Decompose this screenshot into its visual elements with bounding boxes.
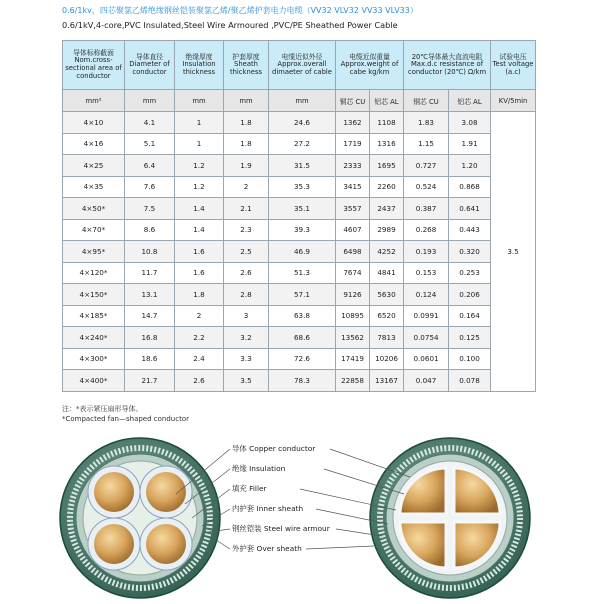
table-cell: 4×70* — [63, 219, 125, 241]
header-test-voltage: 试验电压 Test voltage (a.c) — [491, 41, 536, 90]
table-cell: 0.253 — [449, 262, 491, 284]
filler-right — [393, 461, 507, 575]
table-cell: 0.193 — [404, 241, 449, 263]
table-cell: 2437 — [370, 198, 404, 220]
table-cell: 4×300* — [63, 348, 125, 370]
table-cell: 3.08 — [449, 112, 491, 134]
table-row — [63, 241, 536, 263]
table-cell: 4×400* — [63, 370, 125, 392]
table-cell: 5630 — [370, 284, 404, 306]
table-cell: 0.206 — [449, 284, 491, 306]
unit-cell: 铝芯 AL — [449, 90, 491, 112]
table-cell: 1.8 — [224, 133, 269, 155]
table-cell: 0.164 — [449, 305, 491, 327]
unit-cell: mm — [125, 90, 175, 112]
table-cell: 21.7 — [125, 370, 175, 392]
header-resistance: 20℃导体最大直流电阻 Max.d.c resistance of conductor (20℃) Ω/km — [404, 41, 491, 90]
table-cell: 4×25 — [63, 155, 125, 177]
table-cell: 1695 — [370, 155, 404, 177]
table-cell: 1.15 — [404, 133, 449, 155]
table-cell: 1 — [175, 112, 224, 134]
table-cell: 3 — [224, 305, 269, 327]
table-cell: 2 — [175, 305, 224, 327]
table-cell: 0.727 — [404, 155, 449, 177]
table-cell: 68.6 — [269, 327, 336, 349]
table-cell: 4×35 — [63, 176, 125, 198]
table-cell: 1.91 — [449, 133, 491, 155]
table-cell: 0.0991 — [404, 305, 449, 327]
table-cell: 1.83 — [404, 112, 449, 134]
table-cell: 7.6 — [125, 176, 175, 198]
unit-cell: 铝芯 AL — [370, 90, 404, 112]
table-cell: 3415 — [336, 176, 370, 198]
table-cell: 4×240* — [63, 327, 125, 349]
table-cell: 2.2 — [175, 327, 224, 349]
table-cell: 72.6 — [269, 348, 336, 370]
table-cell: 1362 — [336, 112, 370, 134]
label-over-sheath: 外护套 Over sheath — [232, 544, 302, 553]
table-cell: 4×95* — [63, 241, 125, 263]
table-cell: 4×120* — [63, 262, 125, 284]
table-row — [63, 370, 536, 392]
table-cell: 10.8 — [125, 241, 175, 263]
table-cell: 17419 — [336, 348, 370, 370]
test-voltage-cell: 3.5 — [491, 112, 536, 392]
unit-cell: mm — [224, 90, 269, 112]
table-cell: 18.6 — [125, 348, 175, 370]
table-cell: 0.268 — [404, 219, 449, 241]
table-cell: 0.124 — [404, 284, 449, 306]
table-cell: 0.868 — [449, 176, 491, 198]
table-cell: 2 — [224, 176, 269, 198]
table-cell: 0.153 — [404, 262, 449, 284]
label-filler: 填充 Filler — [232, 484, 267, 493]
header-sheath-thickness: 护套厚度 Sheath thickness — [224, 41, 269, 90]
table-cell: 63.8 — [269, 305, 336, 327]
table-cell: 2.3 — [224, 219, 269, 241]
table-row — [63, 198, 536, 220]
table-cell: 4×50* — [63, 198, 125, 220]
header-overall-diameter: 电缆近似外径 Approx.overall dimaeter of cable — [269, 41, 336, 90]
table-cell: 7674 — [336, 262, 370, 284]
table-cell: 2989 — [370, 219, 404, 241]
table-cell: 10895 — [336, 305, 370, 327]
table-cell: 13.1 — [125, 284, 175, 306]
table-cell: 4607 — [336, 219, 370, 241]
table-cell: 78.3 — [269, 370, 336, 392]
spec-table — [62, 40, 536, 392]
footnote-chinese: 注：*表示紧压扇形导体。 — [62, 405, 143, 413]
unit-cell: KV/5min — [491, 90, 536, 112]
table-cell: 1.2 — [175, 155, 224, 177]
table-cell: 39.3 — [269, 219, 336, 241]
table-cell: 6.4 — [125, 155, 175, 177]
table-cell: 1.2 — [175, 176, 224, 198]
table-cell: 1316 — [370, 133, 404, 155]
table-cell: 2.8 — [224, 284, 269, 306]
table-cell: 6498 — [336, 241, 370, 263]
table-cell: 1719 — [336, 133, 370, 155]
table-cell: 0.0601 — [404, 348, 449, 370]
table-cell: 2.4 — [175, 348, 224, 370]
table-cell: 2.5 — [224, 241, 269, 263]
table-cell: 1108 — [370, 112, 404, 134]
table-cell: 0.100 — [449, 348, 491, 370]
unit-cell: 铜芯 CU — [404, 90, 449, 112]
units-row — [63, 90, 536, 112]
table-cell: 2.6 — [224, 262, 269, 284]
table-cell: 13167 — [370, 370, 404, 392]
label-copper-conductor: 导体 Copper conductor — [232, 444, 316, 453]
table-cell: 14.7 — [125, 305, 175, 327]
table-cell: 3.5 — [224, 370, 269, 392]
table-header-row — [63, 41, 536, 90]
unit-cell: mm — [269, 90, 336, 112]
table-cell: 1 — [175, 133, 224, 155]
table-cell: 2.1 — [224, 198, 269, 220]
table-cell: 4.1 — [125, 112, 175, 134]
table-cell: 57.1 — [269, 284, 336, 306]
table-cell: 1.9 — [224, 155, 269, 177]
table-cell: 10206 — [370, 348, 404, 370]
table-cell: 3557 — [336, 198, 370, 220]
table-cell: 1.8 — [224, 112, 269, 134]
table-cell: 11.7 — [125, 262, 175, 284]
table-cell: 4×16 — [63, 133, 125, 155]
label-insulation: 绝缘 Insulation — [232, 464, 286, 473]
table-cell: 0.047 — [404, 370, 449, 392]
table-cell: 1.20 — [449, 155, 491, 177]
table-cell: 6520 — [370, 305, 404, 327]
table-cell: 1.4 — [175, 198, 224, 220]
table-cell: 0.0754 — [404, 327, 449, 349]
cable-cross-section-svg — [0, 432, 600, 600]
table-cell: 4×10 — [63, 112, 125, 134]
table-cell: 4×150* — [63, 284, 125, 306]
table-cell: 1.8 — [175, 284, 224, 306]
table-row — [63, 284, 536, 306]
label-inner-sheath: 内护套 Inner sheath — [232, 504, 304, 513]
table-cell: 13562 — [336, 327, 370, 349]
title-chinese: 0.6/1kv，四芯聚氯乙烯绝缘钢丝铠装聚氯乙烯/聚乙烯护套电力电缆（VV32 VLV32 VV33 VLV33） — [62, 6, 418, 15]
table-cell: 0.443 — [449, 219, 491, 241]
table-cell: 0.641 — [449, 198, 491, 220]
table-cell: 7.5 — [125, 198, 175, 220]
table-cell: 27.2 — [269, 133, 336, 155]
table-cell: 3.2 — [224, 327, 269, 349]
table-row — [63, 219, 536, 241]
footnote-english: *Compacted fan—shaped conductor — [62, 415, 189, 423]
table-cell: 2333 — [336, 155, 370, 177]
table-cell: 24.6 — [269, 112, 336, 134]
table-cell: 2.6 — [175, 370, 224, 392]
footnote — [62, 404, 189, 424]
header-weight: 电缆近似重量 Approx.weight of cabe kg/km — [336, 41, 404, 90]
table-cell: 8.6 — [125, 219, 175, 241]
table-cell: 0.524 — [404, 176, 449, 198]
table-cell: 9126 — [336, 284, 370, 306]
table-cell: 0.387 — [404, 198, 449, 220]
table-cell: 4252 — [370, 241, 404, 263]
header-insulation-thickness: 绝缘厚度 Insulation thickness — [175, 41, 224, 90]
table-cell: 0.320 — [449, 241, 491, 263]
table-cell: 31.5 — [269, 155, 336, 177]
table-cell: 1.4 — [175, 219, 224, 241]
unit-cell: mm — [175, 90, 224, 112]
table-row — [63, 133, 536, 155]
table-cell: 0.125 — [449, 327, 491, 349]
table-cell: 46.9 — [269, 241, 336, 263]
table-row — [63, 305, 536, 327]
table-row — [63, 176, 536, 198]
table-cell: 51.3 — [269, 262, 336, 284]
table-cell: 35.1 — [269, 198, 336, 220]
table-cell: 35.3 — [269, 176, 336, 198]
table-row — [63, 155, 536, 177]
table-cell: 2260 — [370, 176, 404, 198]
table-cell: 4×185* — [63, 305, 125, 327]
table-cell: 4841 — [370, 262, 404, 284]
table-cell: 22858 — [336, 370, 370, 392]
table-row — [63, 262, 536, 284]
table-row — [63, 348, 536, 370]
left-cable — [60, 438, 220, 598]
header-conductor-diameter: 导体直径 Diameter of conductor — [125, 41, 175, 90]
table-cell: 3.3 — [224, 348, 269, 370]
table-cell: 1.6 — [175, 241, 224, 263]
table-cell: 7813 — [370, 327, 404, 349]
title-english: 0.6/1kV,4-core,PVC Insulated,Steel Wire Armoured ,PVC/PE Sheathed Power Cable — [62, 20, 398, 30]
table-cell: 0.078 — [449, 370, 491, 392]
cable-diagram — [0, 432, 600, 600]
table-cell: 1.6 — [175, 262, 224, 284]
unit-cell: 铜芯 CU — [336, 90, 370, 112]
table-row — [63, 112, 536, 134]
right-cable — [370, 438, 530, 598]
table-cell: 16.8 — [125, 327, 175, 349]
unit-cell: mm² — [63, 90, 125, 112]
table-row — [63, 327, 536, 349]
table-cell: 5.1 — [125, 133, 175, 155]
header-cross-section: 导体标称截面 Nom.cross-sectional area of conductor — [63, 41, 125, 90]
label-steel-wire-armour: 钢丝铠装 Steel wire armour — [232, 524, 330, 533]
